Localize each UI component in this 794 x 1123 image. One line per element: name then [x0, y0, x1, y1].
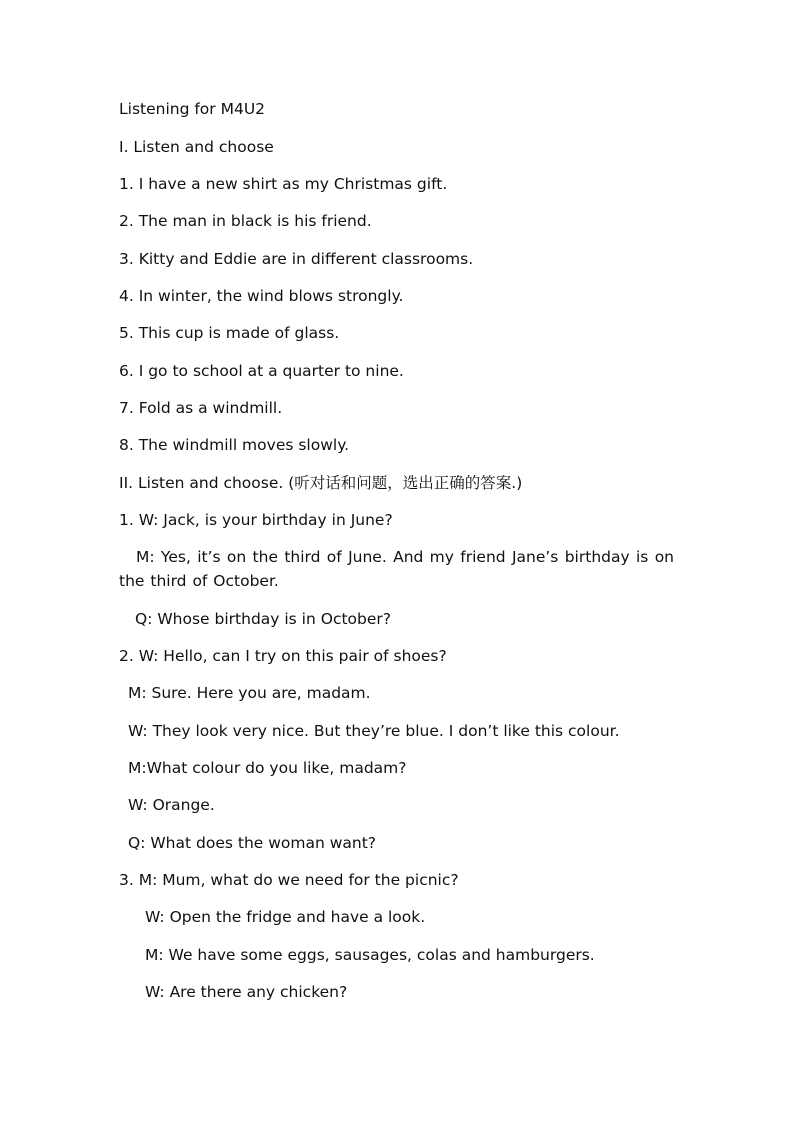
dialog2-line: W: They look very nice. But they’re blue. I don’t like this colour. — [128, 722, 620, 740]
dialog2-line: W: Orange. — [128, 796, 215, 814]
dialog2-line: M:What colour do you like, madam? — [128, 759, 407, 777]
section1-item: 7. Fold as a windmill. — [119, 399, 283, 417]
section2-heading: II. Listen and choose. (听对话和问题，选出正确的答案.) — [119, 474, 523, 492]
dialog2-question: Q: What does the woman want? — [128, 834, 377, 852]
dialog1-line: M: Yes, it’s on the third of June. And my friend Jane’s birthday is on the third of October. — [119, 548, 674, 590]
section1-item: 2. The man in black is his friend. — [119, 212, 372, 230]
dialog2-line: 2. W: Hello, can I try on this pair of shoes? — [119, 647, 447, 665]
section1-item: 5. This cup is made of glass. — [119, 324, 340, 342]
section1-item: 8. The windmill moves slowly. — [119, 436, 350, 454]
dialog3-line: W: Are there any chicken? — [145, 983, 348, 1001]
dialog3-line: 3. M: Mum, what do we need for the picnic? — [119, 871, 459, 889]
section1-item: 6. I go to school at a quarter to nine. — [119, 362, 404, 380]
dialog3-line: W: Open the fridge and have a look. — [145, 908, 426, 926]
dialog2-line: M: Sure. Here you are, madam. — [128, 684, 371, 702]
section1-item: 3. Kitty and Eddie are in different classrooms. — [119, 250, 474, 268]
document-title: Listening for M4U2 — [119, 100, 266, 118]
section1-item: 1. I have a new shirt as my Christmas gift. — [119, 175, 448, 193]
dialog1-line: 1. W: Jack, is your birthday in June? — [119, 511, 393, 529]
section1-heading: I. Listen and choose — [119, 138, 274, 156]
section1-item: 4. In winter, the wind blows strongly. — [119, 287, 404, 305]
dialog1-question: Q: Whose birthday is in October? — [135, 610, 391, 628]
dialog3-line: M: We have some eggs, sausages, colas and hamburgers. — [145, 946, 595, 964]
